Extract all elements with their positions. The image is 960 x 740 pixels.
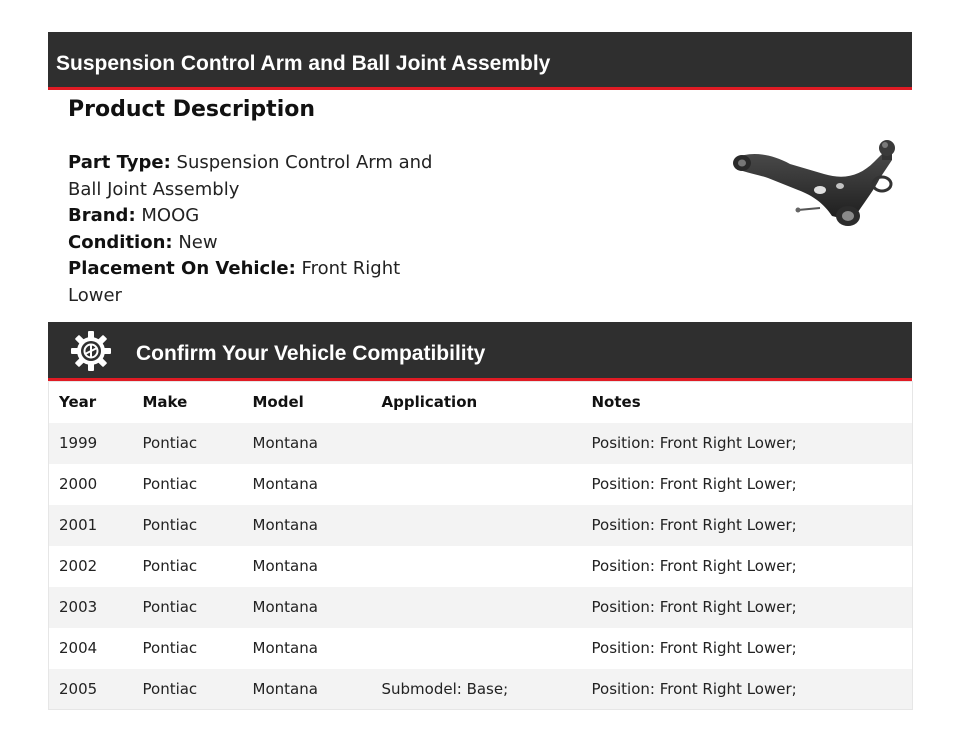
year-cell: 2004: [59, 639, 98, 657]
brand-value: MOOG: [141, 205, 200, 226]
model-cell: Montana: [252, 639, 318, 657]
make-cell: Pontiac: [142, 679, 198, 698]
column-header-year: Year: [59, 393, 97, 412]
table-row: [49, 669, 913, 710]
table-header-row: [49, 382, 913, 423]
column-header-application: Application: [381, 393, 478, 412]
make-cell: Pontiac: [142, 475, 198, 493]
condition-row: [68, 230, 448, 257]
placement-label: Placement On Vehicle:: [68, 258, 296, 279]
model-cell: Montana: [252, 557, 318, 575]
notes-cell: Position: Front Right Lower;: [591, 679, 797, 698]
part-type-row: [68, 150, 448, 203]
product-description-heading: Product Description: [68, 97, 316, 122]
year-cell: 2002: [59, 557, 98, 575]
make-cell: Pontiac: [142, 516, 198, 534]
product-title: Suspension Control Arm and Ball Joint Assembly: [56, 52, 551, 75]
application-cell: [372, 546, 582, 587]
gear-icon: [70, 330, 112, 372]
condition-label: Condition:: [68, 231, 173, 253]
application-cell: Submodel: Base;: [381, 679, 509, 698]
part-type-label: Part Type:: [68, 152, 171, 173]
notes-cell: Position: Front Right Lower;: [591, 516, 797, 534]
year-cell: 2003: [59, 598, 98, 616]
table-row: [49, 587, 913, 628]
make-cell: Pontiac: [142, 639, 198, 657]
application-cell: [372, 464, 582, 505]
part-type-value: Suspension Control Arm and Ball Joint Assembly: [68, 152, 433, 200]
compatibility-title: Confirm Your Vehicle Compatibility: [136, 342, 486, 365]
product-description-list: [68, 150, 448, 309]
compatibility-bar: [48, 322, 912, 381]
table-row: [49, 628, 913, 669]
table-row: [49, 464, 913, 505]
condition-value: New: [178, 231, 218, 253]
make-cell: Pontiac: [142, 434, 198, 452]
year-cell: 2000: [59, 475, 98, 493]
notes-cell: Position: Front Right Lower;: [591, 639, 797, 657]
model-cell: Montana: [252, 516, 318, 534]
make-cell: Pontiac: [142, 598, 198, 616]
compatibility-table: [48, 381, 913, 710]
notes-cell: Position: Front Right Lower;: [591, 475, 797, 493]
product-title-bar: [48, 32, 912, 90]
table-row: [49, 505, 913, 546]
table-row: [49, 546, 913, 587]
year-cell: 2001: [59, 516, 98, 534]
year-cell: 2005: [59, 679, 98, 698]
column-header-model: Model: [252, 393, 304, 412]
application-cell: [372, 587, 582, 628]
notes-cell: Position: Front Right Lower;: [591, 557, 797, 575]
notes-cell: Position: Front Right Lower;: [591, 598, 797, 616]
application-cell: [372, 505, 582, 546]
notes-cell: Position: Front Right Lower;: [591, 434, 797, 452]
control-arm-image: [728, 134, 908, 234]
model-cell: Montana: [252, 475, 318, 493]
application-cell: [372, 628, 582, 669]
model-cell: Montana: [252, 434, 318, 452]
placement-value: Front Right Lower: [68, 258, 401, 306]
column-header-make: Make: [142, 393, 188, 412]
brand-row: [68, 203, 448, 230]
make-cell: Pontiac: [142, 557, 198, 575]
placement-row: [68, 256, 448, 309]
table-row: [49, 423, 913, 464]
model-cell: Montana: [252, 598, 318, 616]
model-cell: Montana: [252, 679, 318, 698]
application-cell: [372, 423, 582, 464]
column-header-notes: Notes: [591, 393, 641, 412]
brand-label: Brand:: [68, 205, 136, 226]
year-cell: 1999: [59, 434, 98, 452]
